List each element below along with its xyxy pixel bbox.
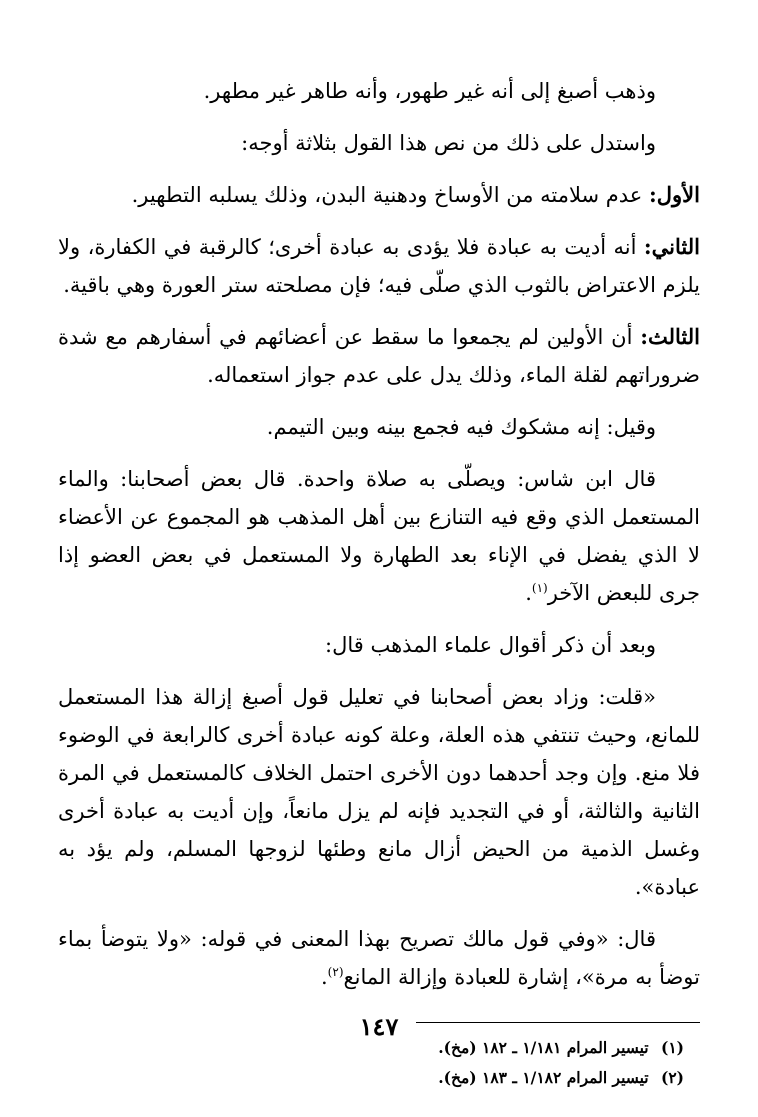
page-number: ١٤٧ [359,1012,399,1041]
paragraph-scholars-intro [58,626,700,664]
paragraph-text: أنه أديت به عبادة فلا يؤدى به عبادة أخرى؛ كالرقبة في الكفارة، ولا يلزم الاعتراض بالثوب الذي صلّى فيه؛ فإن مصلحته ستر العورة وهي باقية. [58,235,700,297]
paragraph-first-reason [58,176,700,214]
footnote-2 [58,1063,684,1093]
paragraph-text: وذهب أصبغ إلى أنه غير طهور، وأنه طاهر غير مطهر. [203,79,656,103]
paragraph-text: وقيل: إنه مشكوك فيه فجمع بينه وبين التيمم. [266,415,656,439]
paragraph-second-reason [58,228,700,304]
paragraph-text: وبعد أن ذكر أقوال علماء المذهب قال: [325,633,656,657]
footnote-ref-2[interactable]: (٢) [327,965,344,979]
paragraph-third-reason [58,318,700,394]
paragraph-text: قال: «وفي قول مالك تصريح بهذا المعنى في قوله: «ولا يتوضأ بماء توضأ به مرة»، إشارة للعبادة وإزالة المانع [58,927,700,989]
footnote-number: (١) [660,1038,684,1057]
footnote-number: (٢) [660,1068,684,1087]
paragraph-text: «قلت: وزاد بعض أصحابنا في تعليل قول أصبغ إزالة هذا المستعمل للمانع، وحيث تنتفي هذه العلة، وعلة كونه عبادة أخرى كالرابعة في الوضوء فلا منع. وإن وجد أحدهما دون الأخرى احتمل الخلاف كالمستعمل في المرة الثانية والثالثة، أو في التجديد فإنه لم يزل مانعاً، وإن أديت به عبادة أخرى وغسل الذمية من الحيض أزال مانع وطئها لزوجها المسلم، ولم يؤد به عبادة». [58,685,700,899]
paragraph-doubtful-view [58,408,700,446]
paragraph-ibn-shas [58,460,700,612]
footnote-ref-1[interactable]: (١) [531,581,548,595]
paragraph-malik-quote [58,920,700,996]
paragraph-text: واستدل على ذلك من نص هذا القول بثلاثة أوجه: [241,131,656,155]
paragraph-text: قال ابن شاس: ويصلّى به صلاة واحدة. قال بعض أصحابنا: والماء المستعمل الذي وقع فيه التنازع بين أهل المذهب هو المجموع عن الأعضاء لا الذي يفضل في الإناء بعد الطهارة ولا المستعمل في بعض العضو إذا جرى للبعض الآخر [58,467,700,605]
paragraph-evidence-intro [58,124,700,162]
paragraph-asbagh-view [58,72,700,110]
second-term: الثاني: [643,234,700,259]
paragraph-tail: . [525,581,532,605]
third-term: الثالث: [640,324,700,349]
paragraph-quote [58,678,700,906]
book-page [58,72,700,1092]
paragraph-text: عدم سلامته من الأوساخ ودهنية البدن، وذلك يسلبه التطهير. [131,183,650,207]
paragraph-text: أن الأولين لم يجمعوا ما سقط عن أعضائهم في أسفارهم مع شدة ضروراتهم لقلة الماء، وذلك يدل على عدم جواز استعماله. [58,325,700,387]
footnotes [58,1033,700,1093]
paragraph-tail: . [320,965,328,989]
first-term: الأول: [649,182,700,207]
footnote-text: تيسير المرام ١/١٨١ ـ ١٨٢ (مخ). [438,1038,649,1057]
footnote-text: تيسير المرام ١/١٨٢ ـ ١٨٣ (مخ). [438,1068,649,1087]
